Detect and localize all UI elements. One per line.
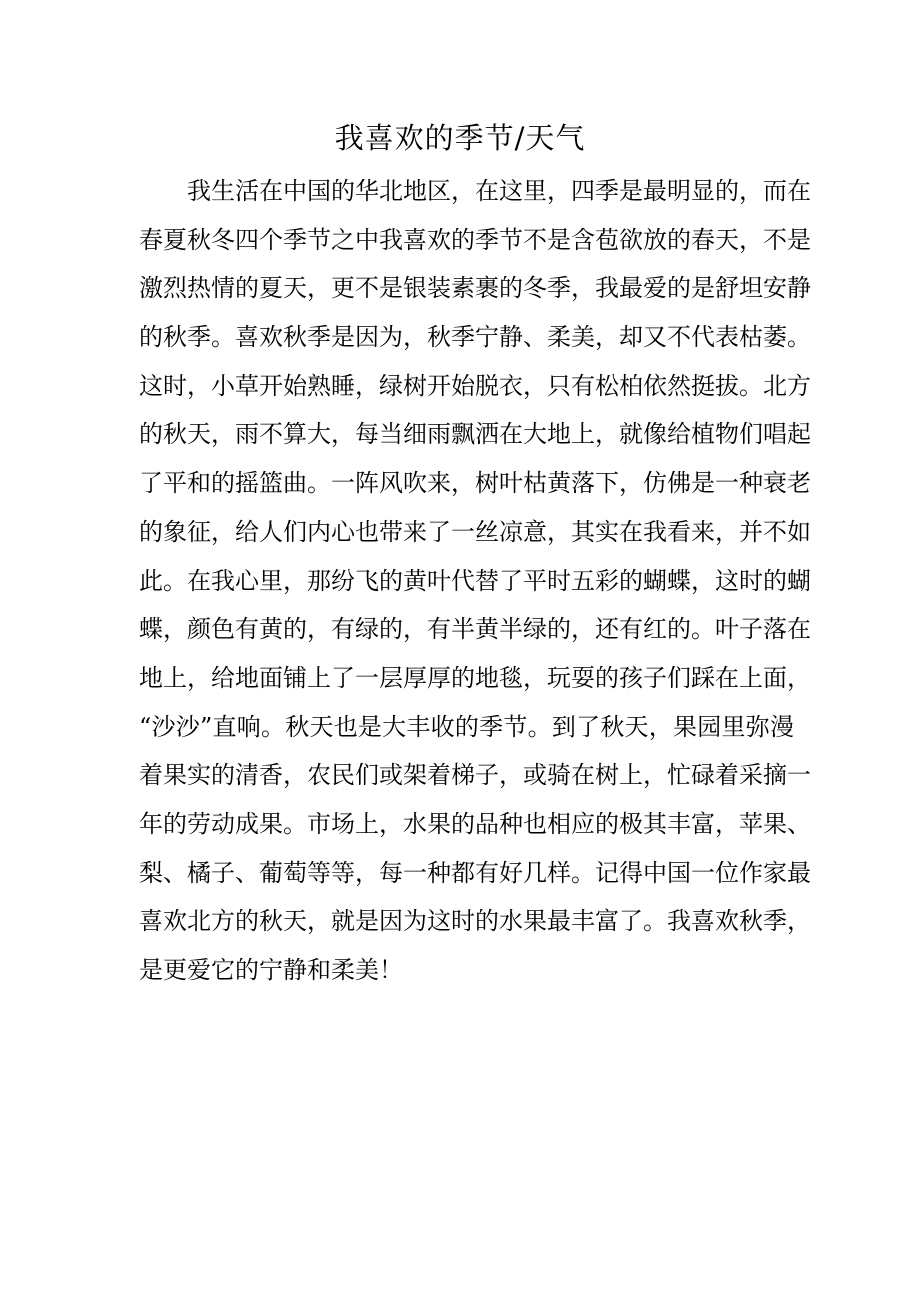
paragraph-line: 梨、橘子、葡萄等等，每一种都有好几样。记得中国一位作家最 xyxy=(139,858,811,887)
paragraph-line: 的秋季。喜欢秋季是因为，秋季宁静、柔美，却又不代表枯萎。 xyxy=(139,323,811,352)
document-title: 我喜欢的季节/天气 xyxy=(334,121,586,155)
paragraph-line: 的秋天，雨不算大，每当细雨飘洒在大地上，就像给植物们唱起 xyxy=(139,420,811,449)
paragraph-line: 春夏秋冬四个季节之中我喜欢的季节不是含苞欲放的春天，不是 xyxy=(139,225,811,254)
paragraph-line: 的象征，给人们内心也带来了一丝凉意，其实在我看来，并不如 xyxy=(139,517,811,546)
document-body xyxy=(139,167,811,995)
paragraph-line: 蝶，颜色有黄的，有绿的，有半黄半绿的，还有红的。叶子落在 xyxy=(139,615,811,644)
paragraph-line: 地上，给地面铺上了一层厚厚的地毯，玩耍的孩子们踩在上面， xyxy=(139,663,811,692)
paragraph-line: 这时，小草开始熟睡，绿树开始脱衣，只有松柏依然挺拔。北方 xyxy=(139,371,811,400)
paragraph-line: 我生活在中国的华北地区，在这里，四季是最明显的，而在 xyxy=(187,177,811,205)
paragraph-line: 年的劳动成果。市场上，水果的品种也相应的极其丰富，苹果、 xyxy=(139,809,811,838)
paragraph-line: 喜欢北方的秋天，就是因为这时的水果最丰富了。我喜欢秋季， xyxy=(139,907,811,936)
paragraph-line: 着果实的清香，农民们或架着梯子，或骑在树上，忙碌着采摘一 xyxy=(139,761,811,790)
paragraph-line: “沙沙”直响。秋天也是大丰收的季节。到了秋天，果园里弥漫 xyxy=(139,712,794,741)
paragraph-line: 此。在我心里，那纷飞的黄叶代替了平时五彩的蝴蝶，这时的蝴 xyxy=(139,566,811,595)
paragraph-line: 了平和的摇篮曲。一阵风吹来，树叶枯黄落下，仿佛是一种衰老 xyxy=(139,469,811,498)
paragraph-line: 是更爱它的宁静和柔美！ xyxy=(139,956,403,984)
paragraph-line: 激烈热情的夏天，更不是银装素裹的冬季，我最爱的是舒坦安静 xyxy=(139,274,811,303)
